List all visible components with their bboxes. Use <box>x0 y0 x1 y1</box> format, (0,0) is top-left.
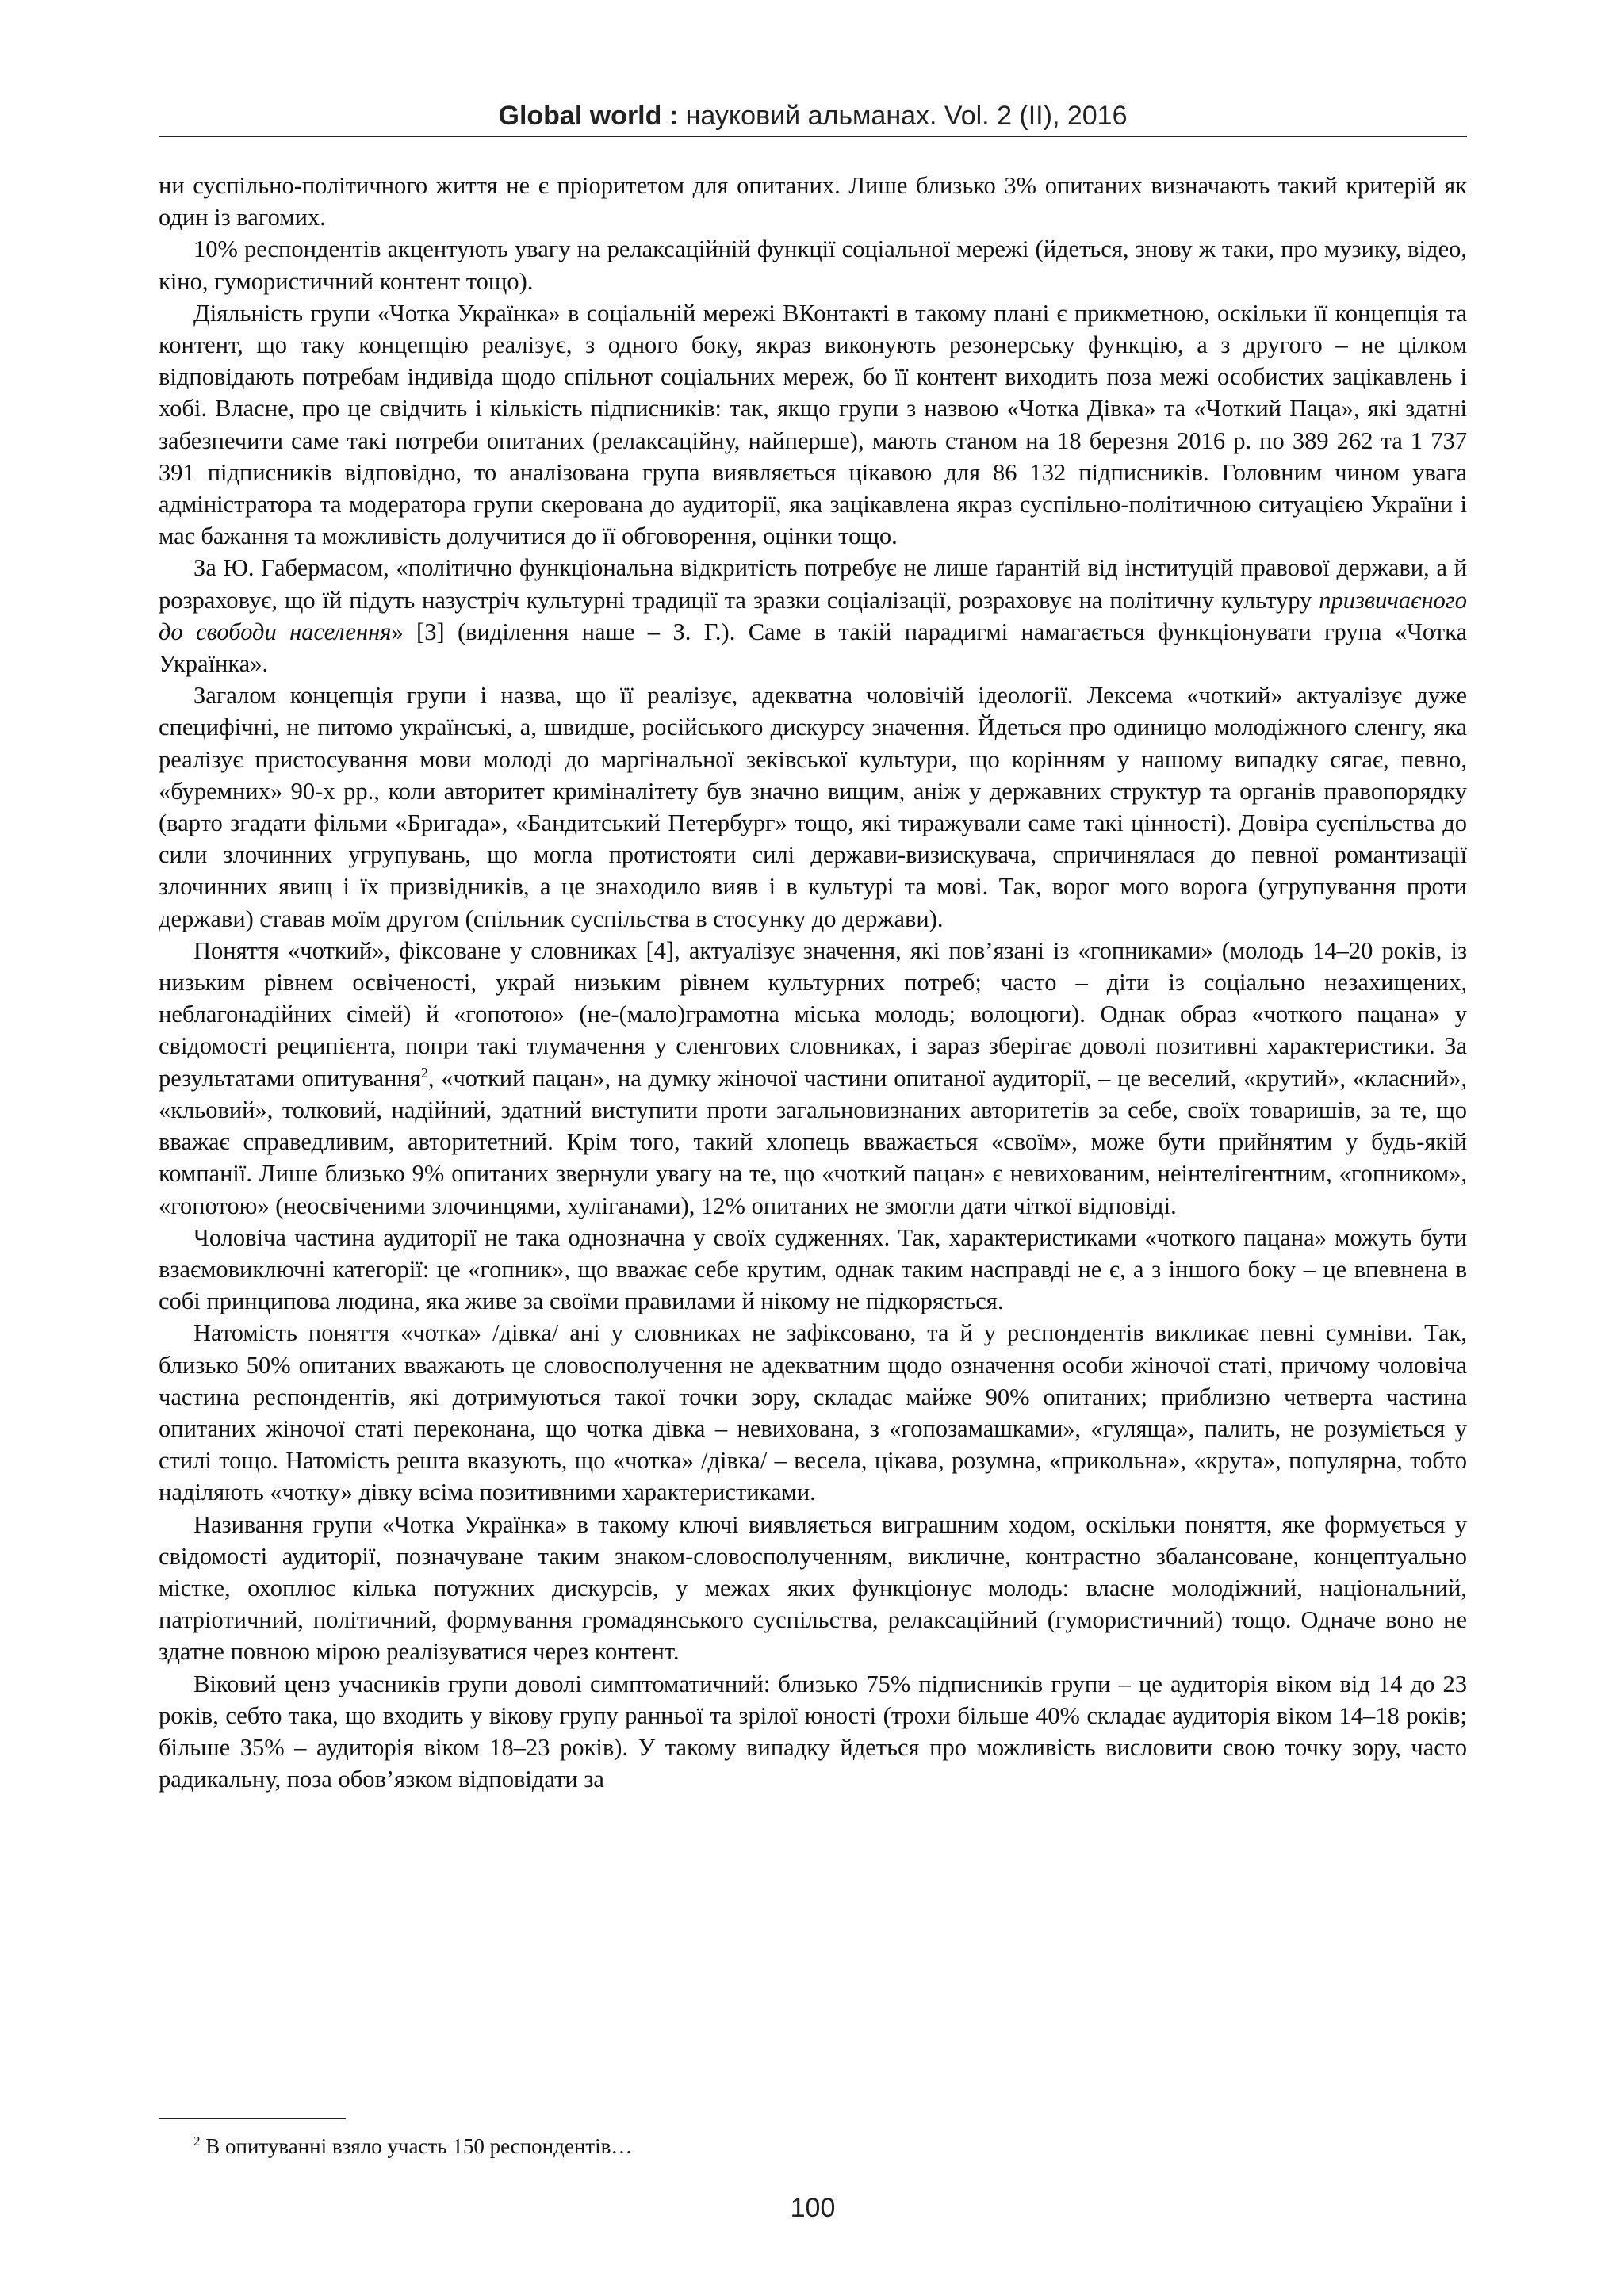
journal-name: Global world : <box>498 101 679 131</box>
concept-text-after: , «чоткий пацан», на думку жіночої частини опитаної аудиторії, – це веселий, «крутий», «класний», «кльовий», толковий, надійний, здатний виступити проти загальновизнаних авторитетів за себе, своїх товаришів, за те, що вважає справедливим, авторитетний. Крім того, такий хлопець вважається «своїм», може бути прийнятим у будь-якій компанії. Лише близько 9% опитаних звернули увагу на те, що «чоткий пацан» є невихованим, неінтелігентним, «гопником», «гопотою» (неосвіченими злочинцями, хуліганами), 12% опитаних не змогли дати чіткої відповіді. <box>159 1064 1467 1219</box>
page-number: 100 <box>790 2193 836 2223</box>
article-body <box>159 170 1467 1795</box>
paragraph-chotka-divka: Натомість поняття «чотка» /дівка/ ані у словниках не зафіксовано, та й у респондентів викликає певні сумніви. Так, близько 50% опитаних вважають це словосполучення не адекватним щодо означення особи жіночої статі, причому чоловіча частина респондентів, які дотримуються такої точки зору, складає майже 90% опитаних; приблизно четверта частина опитаних жіночої статі переконана, що чотка дівка – невихована, з «гопозамашками», «гуляща», палить, не розуміється у стилі тощо. Натомість решта вказують, що «чотка» /дівка/ – весела, цікава, розумна, «прикольна», «крута», популярна, тобто наділяють «чотку» дівку всіма позитивними характеристиками. <box>159 1319 1467 1506</box>
paragraph-group-activity: Діяльність групи «Чотка Українка» в соціальній мережі ВКонтакті в такому плані є прикметною, оскільки її концепція та контент, що таку концепцію реалізує, з одного боку, якраз виконують резонерську функцію, а з другого – не цілком відповідають потребам індивіда щодо спільнот соціальних мереж, бо її контент виходить поза межі особистих зацікавлень і хобі. Власне, про це свідчить і кількість підписників: так, якщо групи з назвою «Чотка Дівка» та «Чоткий Паца», які здатні забезпечити саме такі потреби опитаних (релаксаційну, найперше), мають станом на 18 березня 2016 р. по 389 262 та 1 737 391 підписників відповідно, то аналізована група виявляється цікавою для 86 132 підписників. Головним чином увага адміністратора та модератора групи скерована до аудиторії, яка зацікавлена якраз суспільно-політичною ситуацією України і має бажання та можливість долучитися до її обговорення, оцінки тощо. <box>159 299 1467 550</box>
footnote <box>193 2133 632 2160</box>
paragraph-chotkyi-concept <box>159 935 1467 1222</box>
paragraph-male-audience: Чоловіча частина аудиторії не така однозначна у своїх судженнях. Так, характеристиками «чоткого пацана» можуть бути взаємовиключні категорії: це «гопник», що вважає себе крутим, однак таким насправді не є, а з іншого боку – це впевнена в собі принципова людина, яка живе за своїми правилами й нікому не підкоряється. <box>159 1223 1467 1315</box>
paragraph-naming: Називання групи «Чотка Українка» в такому ключі виявляється виграшним ходом, оскільки поняття, яке формується у свідомості аудиторії, позначуване таким знаком-словосполученням, викличне, контрастно збалансоване, концептуально місткe, охоплює кілька потужних дискурсів, у межах яких функціонує молодь: власне молодіжний, національний, патріотичний, політичний, формування громадянського суспільства, релаксаційний (гумористичний) тощо. Одначе воно не здатне повною мірою реалізуватися через контент. <box>159 1510 1467 1666</box>
footnote-reference[interactable]: 2 <box>420 1064 428 1081</box>
paragraph-relaxation: 10% респондентів акцентують увагу на релаксаційній функції соціальної мережі (йдеться, знову ж таки, про музику, відео, кіно, гумористичний контент тощо). <box>159 235 1467 295</box>
footnote-text: В опитуванні взяло участь 150 респондентів… <box>200 2134 633 2158</box>
habermas-italic-quote: призвичаєного до свободи населення <box>159 586 1467 645</box>
habermas-text-before: За Ю. Габермасом, «політично функціональна відкритість потребує не лише ґарантій від інституцій правової держави, а й розраховує, що їй підуть назустріч культурні традиції та зразки соціалізації, розраховує на політичну культуру <box>159 554 1467 614</box>
paragraph-habermas <box>159 552 1467 679</box>
paragraph-group-concept: Загалом концепція групи і назва, що її реалізує, адекватна чоловічій ідеології. Лексема «чоткий» актуалізує дуже специфічні, не питомо українські, а, швидше, російського дискурсу значення. Йдеться про одиницю молодіжного сленгу, яка реалізує пристосування мови молоді до маргінальної зеківської культури, що корінням у нашому випадку сягає, певно, «буремних» 90-х рр., коли авторитет криміналітету був значно вищим, аніж у державних структур та органів правопорядку (варто згадати фільми «Бригада», «Бандитський Петербург» тощо, які тиражували саме такі цінності). Довіра суспільства до сили злочинних угрупувань, що могла протистояти силі держави-визискувача, спричинялася до певної романтизації злочинних явищ і їх призвідників, а це знаходило вияв і в культурі та мові. Так, ворог мого ворога (угрупування проти держави) ставав моїм другом (спільник суспільства в стосунку до держави). <box>159 682 1467 932</box>
header-divider <box>159 136 1467 137</box>
habermas-text-after: » [3] (виділення наше – З. Г.). Саме в такій парадигмі намагається функціонувати група «Чотка Українка». <box>159 618 1467 678</box>
running-header <box>159 98 1467 133</box>
journal-issue: науковий альманах. Vol. 2 (II), 2016 <box>678 101 1128 131</box>
footnote-divider <box>159 2118 346 2119</box>
footnote-mark: 2 <box>193 2133 201 2149</box>
paragraph-continuation: ни суспільно-політичного життя не є пріоритетом для опитаних. Лише близько 3% опитаних визначають такий критерій як один із вагомих. <box>159 172 1467 232</box>
paragraph-age-census: Віковий ценз учасників групи доволі симптоматичний: близько 75% підписників групи – це аудиторія віком від 14 до 23 років, себто така, що входить у вікову групу ранньої та зрілої юності (трохи більше 40% складає аудиторія віком 14–18 років; більше 35% – аудиторія віком 18–23 років). У такому випадку йдеться про можливість висловити свою точку зору, часто радикальну, поза обов’язком відповідати за <box>159 1670 1467 1793</box>
concept-text-before: Поняття «чоткий», фіксоване у словниках [4], актуалізує значення, які пов’язані із «гопниками» (молодь 14–20 років, із низьким рівнем освіченості, украй низьким рівнем культурних потреб; часто – діти із соціально незахищених, неблагонадійних сімей) й «гопотою» (не-(мало)грамотна міська молодь; волоцюги). Однак образ «чоткого пацана» у свідомості реципієнта, попри такі тлумачення у сленгових словниках, і зараз зберігає доволі позитивні характеристики. За результатами опитування <box>159 936 1467 1092</box>
